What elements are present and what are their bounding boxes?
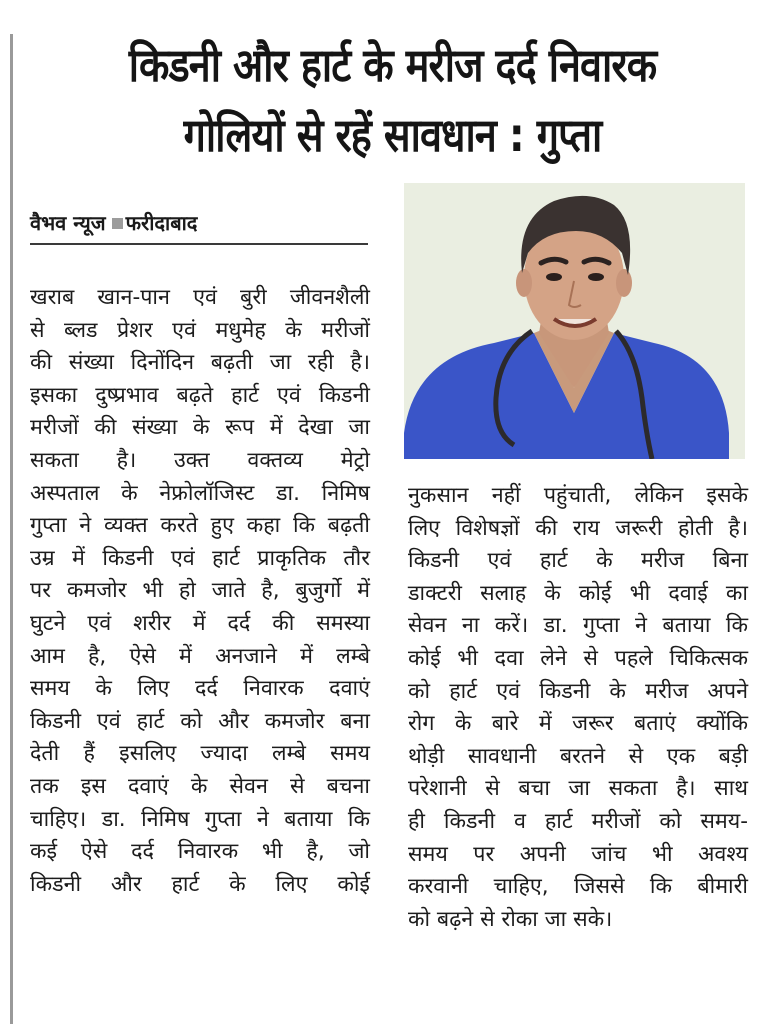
body-line: ही किडनी व हार्ट मरीजों को समय- [408,808,748,834]
body-line: लिए विशेषज्ञों की राय जरूरी होती है। [408,515,748,541]
body-line: उम्र में किडनी एवं हार्ट प्राकृतिक तौर [30,545,370,571]
body-line: को हार्ट एवं किडनी के मरीज अपने [408,678,748,704]
body-line: थोड़ी सावधानी बरतने से एक बड़ी [408,743,748,769]
headline [72,30,713,170]
body-line: अस्पताल के नेफ्रोलॉजिस्ट डा. निमिष [30,480,370,506]
body-line: आम है, ऐसे में अनजाने में लम्बे [30,643,370,669]
body-line: समय पर अपनी जांच भी अवश्य [408,841,748,867]
body-line: किडनी और हार्ट के लिए कोई [30,871,370,897]
body-line: पर कमजोर भी हो जाते है, बुजुर्गो में [30,578,370,604]
dateline-location: फरीदाबाद [125,211,198,235]
body-line: मरीजों की संख्या के रूप में देखा जा [30,415,370,441]
dateline-source: वैभव न्यूज [30,211,106,235]
body-line: डाक्टरी सलाह के कोई भी दवाई का [408,580,748,606]
body-line: की संख्या दिनोंदिन बढ़ती जा रही है। [30,350,370,376]
dateline [30,207,368,245]
article-body-left-column [30,282,370,901]
body-line: रोग के बारे में जरूर बताएं क्योंकि [408,711,748,737]
headline-line-1: किडनी और हार्ट के मरीज दर्द निवारक [128,38,657,92]
body-line: कई ऐसे दर्द निवारक भी है, जो [30,839,370,865]
headline-line-2: गोलियों से रहें सावधान : गुप्ता [183,108,602,162]
body-line: सेवन ना करें। डा. गुप्ता ने बताया कि [408,613,748,639]
body-line: घुटने एवं शरीर में दर्द की समस्या [30,610,370,636]
body-line: इसका दुष्प्रभाव बढ़ते हार्ट एवं किडनी [30,382,370,408]
square-bullet-icon [112,218,123,229]
body-line: नुकसान नहीं पहुंचाती, लेकिन इसके [408,483,748,508]
body-line: परेशानी से बचा जा सकता है। साथ [408,776,748,802]
body-line: कोई भी दवा लेने से पहले चिकित्सक [408,645,748,671]
body-line: खराब खान-पान एवं बुरी जीवनशैली [30,285,370,310]
body-line: करवानी चाहिए, जिससे कि बीमारी [408,874,748,900]
body-line: से ब्लड प्रेशर एवं मधुमेह के मरीजों [30,317,370,343]
body-line: गुप्ता ने व्यक्त करते हुए कहा कि बढ़ती [30,513,370,539]
body-line: सकता है। उक्त वक्तव्य मेट्रो [30,447,370,473]
doctor-photo [404,183,745,459]
column-rule [10,34,13,1024]
body-line: किडनी एवं हार्ट के मरीज बिना [408,548,748,574]
body-line: देती हैं इसलिए ज्यादा लम्बे समय [30,741,370,767]
body-line: तक इस दवाएं के सेवन से बचना [30,773,370,799]
article-body-right-column [408,480,748,936]
body-line: चाहिए। डा. निमिष गुप्ता ने बताया कि [30,806,370,832]
doctor-portrait-illustration [404,183,745,459]
body-line: को बढ़ने से रोका जा सके। [408,906,613,932]
body-line: किडनी एवं हार्ट को और कमजोर बना [30,708,370,734]
body-line: समय के लिए दर्द निवारक दवाएं [30,676,370,702]
